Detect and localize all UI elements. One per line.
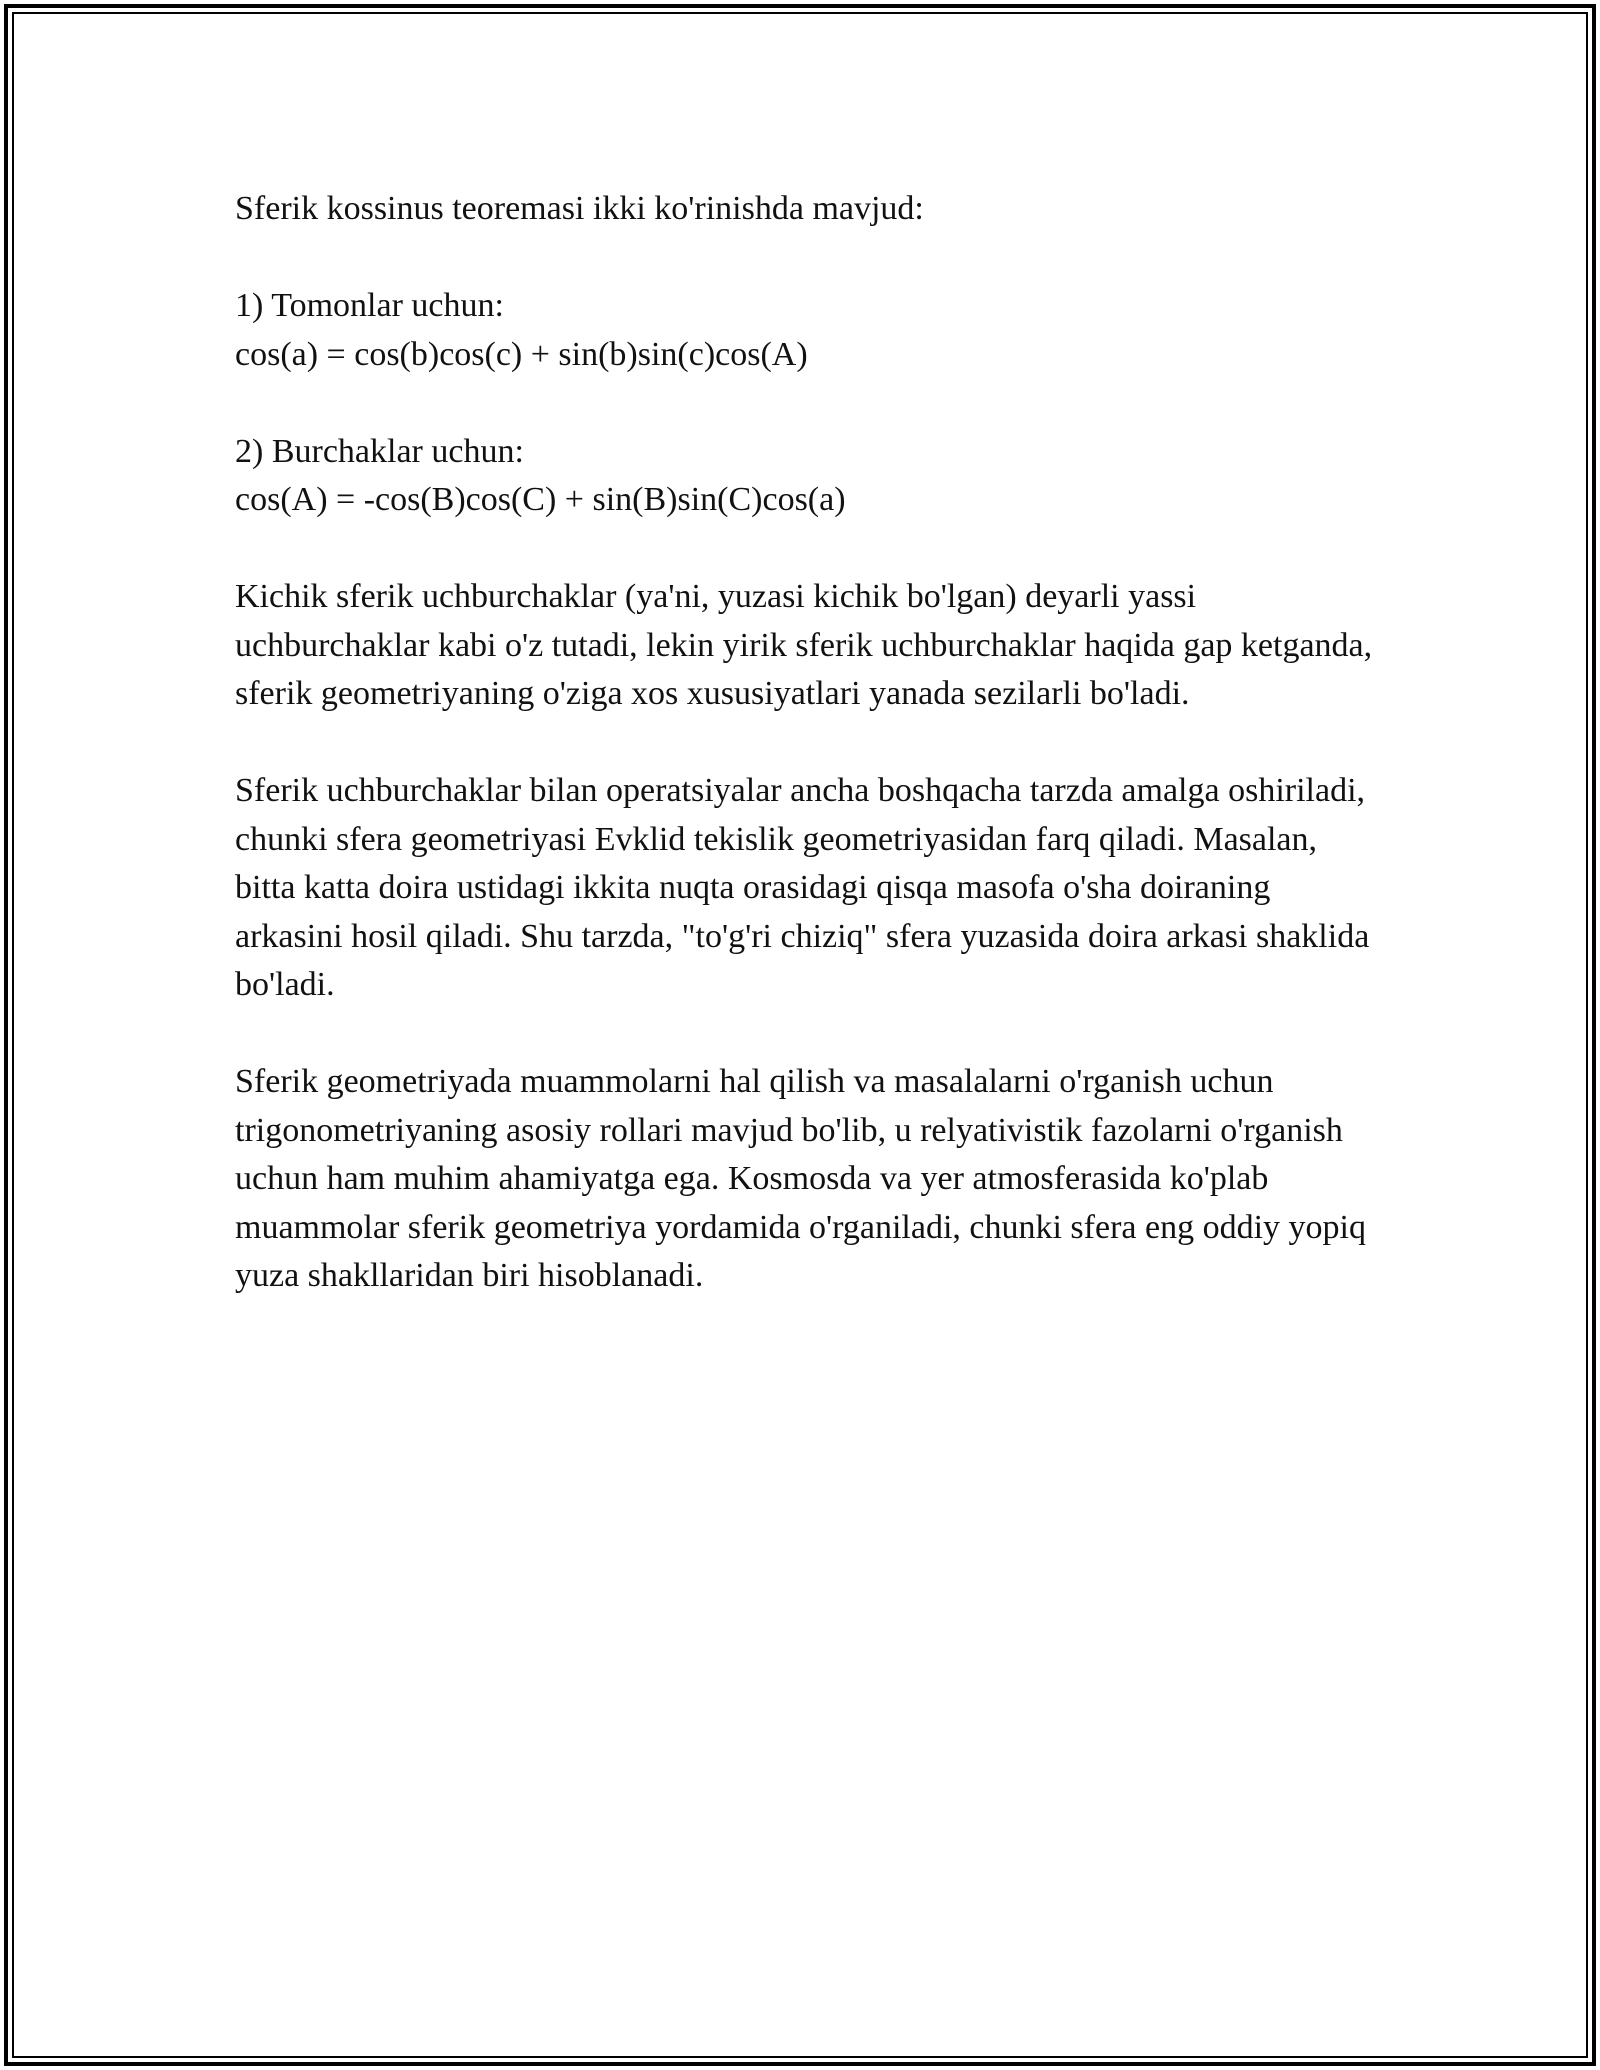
angles-heading: 2) Burchaklar uchun: [235, 432, 524, 470]
spacer [235, 234, 1385, 283]
angles-formula: cos(A) = -cos(B)cos(C) + sin(B)sin(C)cos(a) [235, 481, 846, 518]
paragraph-applications: Sferik geometriyada muammolarni hal qilish va masalalarni o'rganish uchun trigonometriyaning asosiy rollari mavjud bo'lib, u relyativistik fazolarni o'rganish uchun ham muhim ahamiyatga ega. Kosmosda va yer atmosferasida ko'plab muammolar sferik geometriya yordamida o'rganiladi, chunki sfera eng oddiy yopiq yuza shakllaridan biri hisoblanadi. [235, 1063, 1366, 1294]
spacer [235, 719, 1385, 768]
paragraph-small-triangles: Kichik sferik uchburchaklar (ya'ni, yuzasi kichik bo'lgan) deyarli yassi uchburchaklar kabi o'z tutadi, lekin yirik sferik uchburchaklar haqida gap ketganda, sferik geometriyaning o'ziga xos xususiyatlari yanada sezilarli bo'ladi. [235, 578, 1373, 712]
sides-heading: 1) Tomonlar uchun: [235, 287, 504, 324]
spacer [235, 379, 1385, 428]
document-body [235, 185, 1385, 1301]
intro-line: Sferik kossinus teoremasi ikki ko'rinishda mavjud: [235, 190, 924, 227]
sides-formula: cos(a) = cos(b)cos(c) + sin(b)sin(c)cos(A) [235, 335, 808, 373]
spacer [235, 525, 1385, 574]
paragraph-operations: Sferik uchburchaklar bilan operatsiyalar ancha boshqacha tarzda amalga oshiriladi, chunki sfera geometriyasi Evklid tekislik geometriyasidan farq qiladi. Masalan, bitta katta doira ustidagi ikkita nuqta orasidagi qisqa masofa o'sha doiraning arkasini hosil qiladi. Shu tarzda, "to'g'ri chiziq" sfera yuzasida doira arkasi shaklida bo'ladi. [235, 772, 1370, 1003]
spacer [235, 1010, 1385, 1059]
